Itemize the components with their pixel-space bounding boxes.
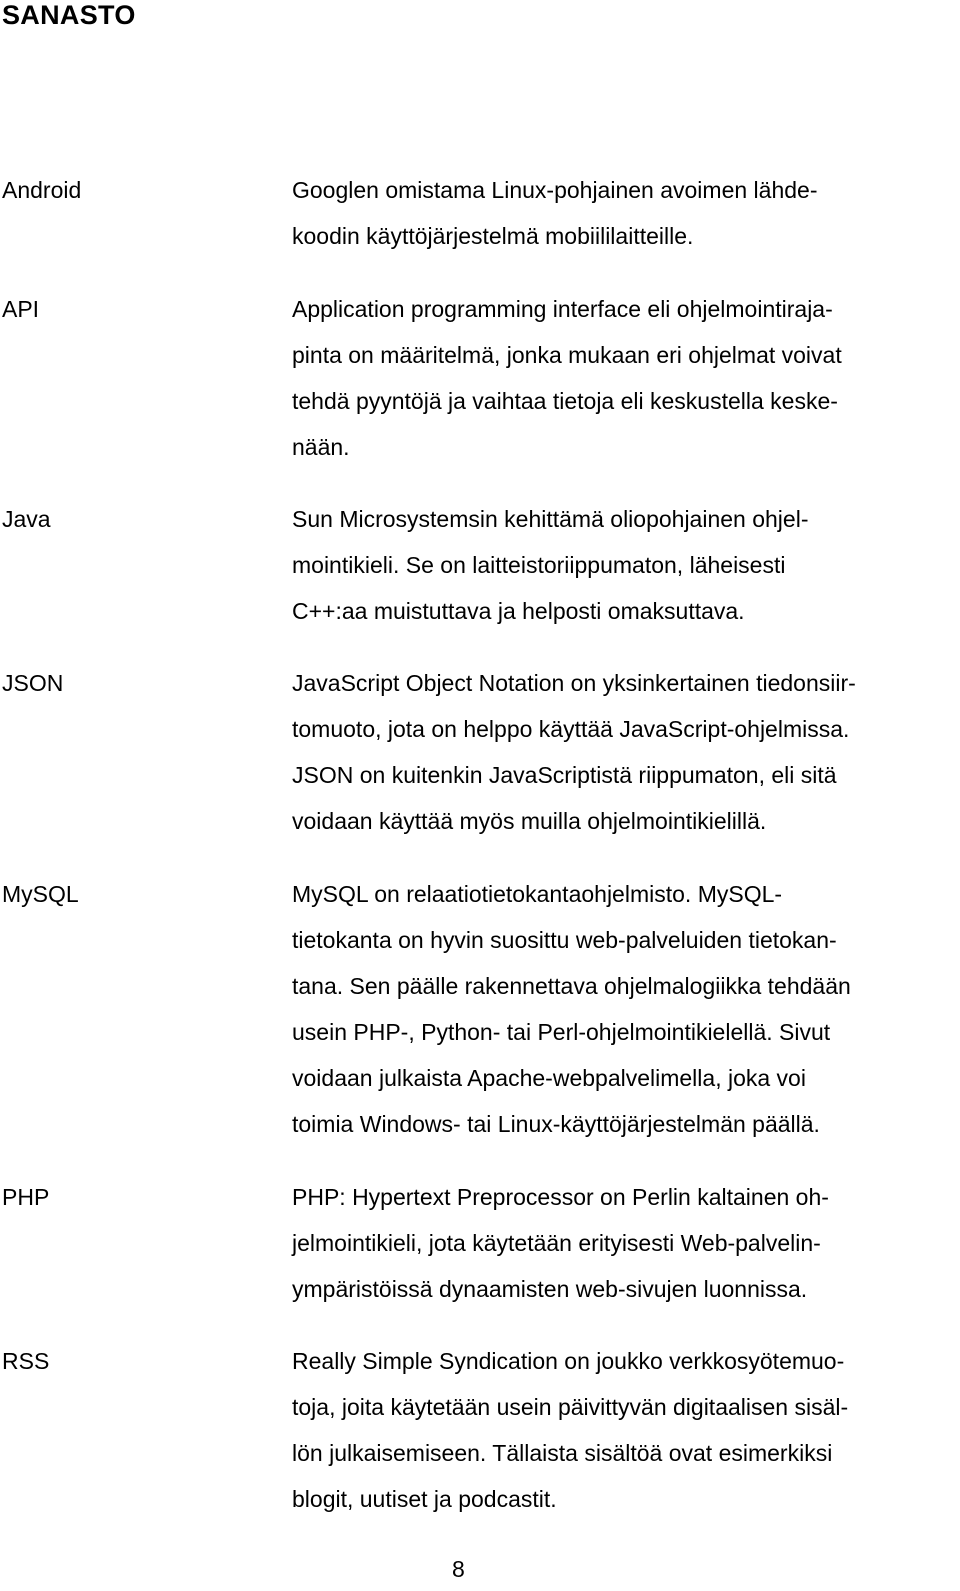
glossary-definition-mysql: [292, 871, 851, 1147]
glossary-definition-php: [292, 1174, 829, 1312]
definition-line: Really Simple Syndication on joukko verkkosyötemuo-: [292, 1348, 845, 1374]
definition-line: pinta on määritelmä, jonka mukaan eri ohjelmat voivat: [292, 342, 842, 368]
definition-line: ympäristöissä dynaamisten web-sivujen luonnissa.: [292, 1276, 808, 1302]
definition-line: PHP: Hypertext Preprocessor on Perlin kaltainen oh-: [292, 1184, 829, 1210]
definition-line: nään.: [292, 434, 350, 460]
definition-line: MySQL on relaatiotietokantaohjelmisto. MySQL-: [292, 881, 783, 907]
glossary-definition-json: [292, 660, 856, 844]
definition-line: tomuoto, jota on helppo käyttää JavaScript-ohjelmissa.: [292, 716, 850, 742]
definition-line: JavaScript Object Notation on yksinkertainen tiedonsiir-: [292, 670, 856, 696]
definition-line: voidaan julkaista Apache-webpalvelimella, joka voi: [292, 1065, 806, 1091]
glossary-term-php: PHP: [2, 1184, 50, 1210]
definition-line: toja, joita käytetään usein päivittyvän digitaalisen sisäl-: [292, 1394, 849, 1420]
glossary-term-rss: RSS: [2, 1348, 50, 1374]
glossary-term-json: JSON: [2, 670, 64, 696]
glossary-definition-rss: [292, 1338, 848, 1522]
glossary-definition-api: [292, 286, 842, 470]
glossary-term-android: Android: [2, 177, 82, 203]
definition-line: toimia Windows- tai Linux-käyttöjärjestelmän päällä.: [292, 1111, 820, 1137]
definition-line: Googlen omistama Linux-pohjainen avoimen lähde-: [292, 177, 818, 203]
definition-line: Sun Microsystemsin kehittämä oliopohjainen ohjel-: [292, 506, 809, 532]
definition-line: C++:aa muistuttava ja helposti omaksuttava.: [292, 598, 745, 624]
definition-line: usein PHP-, Python- tai Perl-ohjelmointikielellä. Sivut: [292, 1019, 831, 1045]
definition-line: blogit, uutiset ja podcastit.: [292, 1486, 557, 1512]
definition-line: JSON on kuitenkin JavaScriptistä riippumaton, eli sitä: [292, 762, 837, 788]
definition-line: voidaan käyttää myös muilla ohjelmointikielillä.: [292, 808, 767, 834]
page-number: 8: [452, 1556, 465, 1582]
definition-line: koodin käyttöjärjestelmä mobiililaitteille.: [292, 223, 694, 249]
glossary-term-mysql: MySQL: [2, 881, 79, 907]
definition-line: mointikieli. Se on laitteistoriippumaton, läheisesti: [292, 552, 786, 578]
definition-line: Application programming interface eli ohjelmointiraja-: [292, 296, 833, 322]
glossary-term-java: Java: [2, 506, 51, 532]
definition-line: tana. Sen päälle rakennettava ohjelmalogiikka tehdään: [292, 973, 851, 999]
page-title: SANASTO: [2, 0, 136, 30]
definition-line: lön julkaisemiseen. Tällaista sisältöä ovat esimerkiksi: [292, 1440, 833, 1466]
glossary-definition-android: [292, 167, 818, 259]
glossary-definition-java: [292, 496, 808, 634]
definition-line: jelmointikieli, jota käytetään erityisesti Web-palvelin-: [292, 1230, 821, 1256]
glossary-term-api: API: [2, 296, 40, 322]
definition-line: tehdä pyyntöjä ja vaihtaa tietoja eli keskustella keske-: [292, 388, 838, 414]
definition-line: tietokanta on hyvin suosittu web-palveluiden tietokan-: [292, 927, 837, 953]
